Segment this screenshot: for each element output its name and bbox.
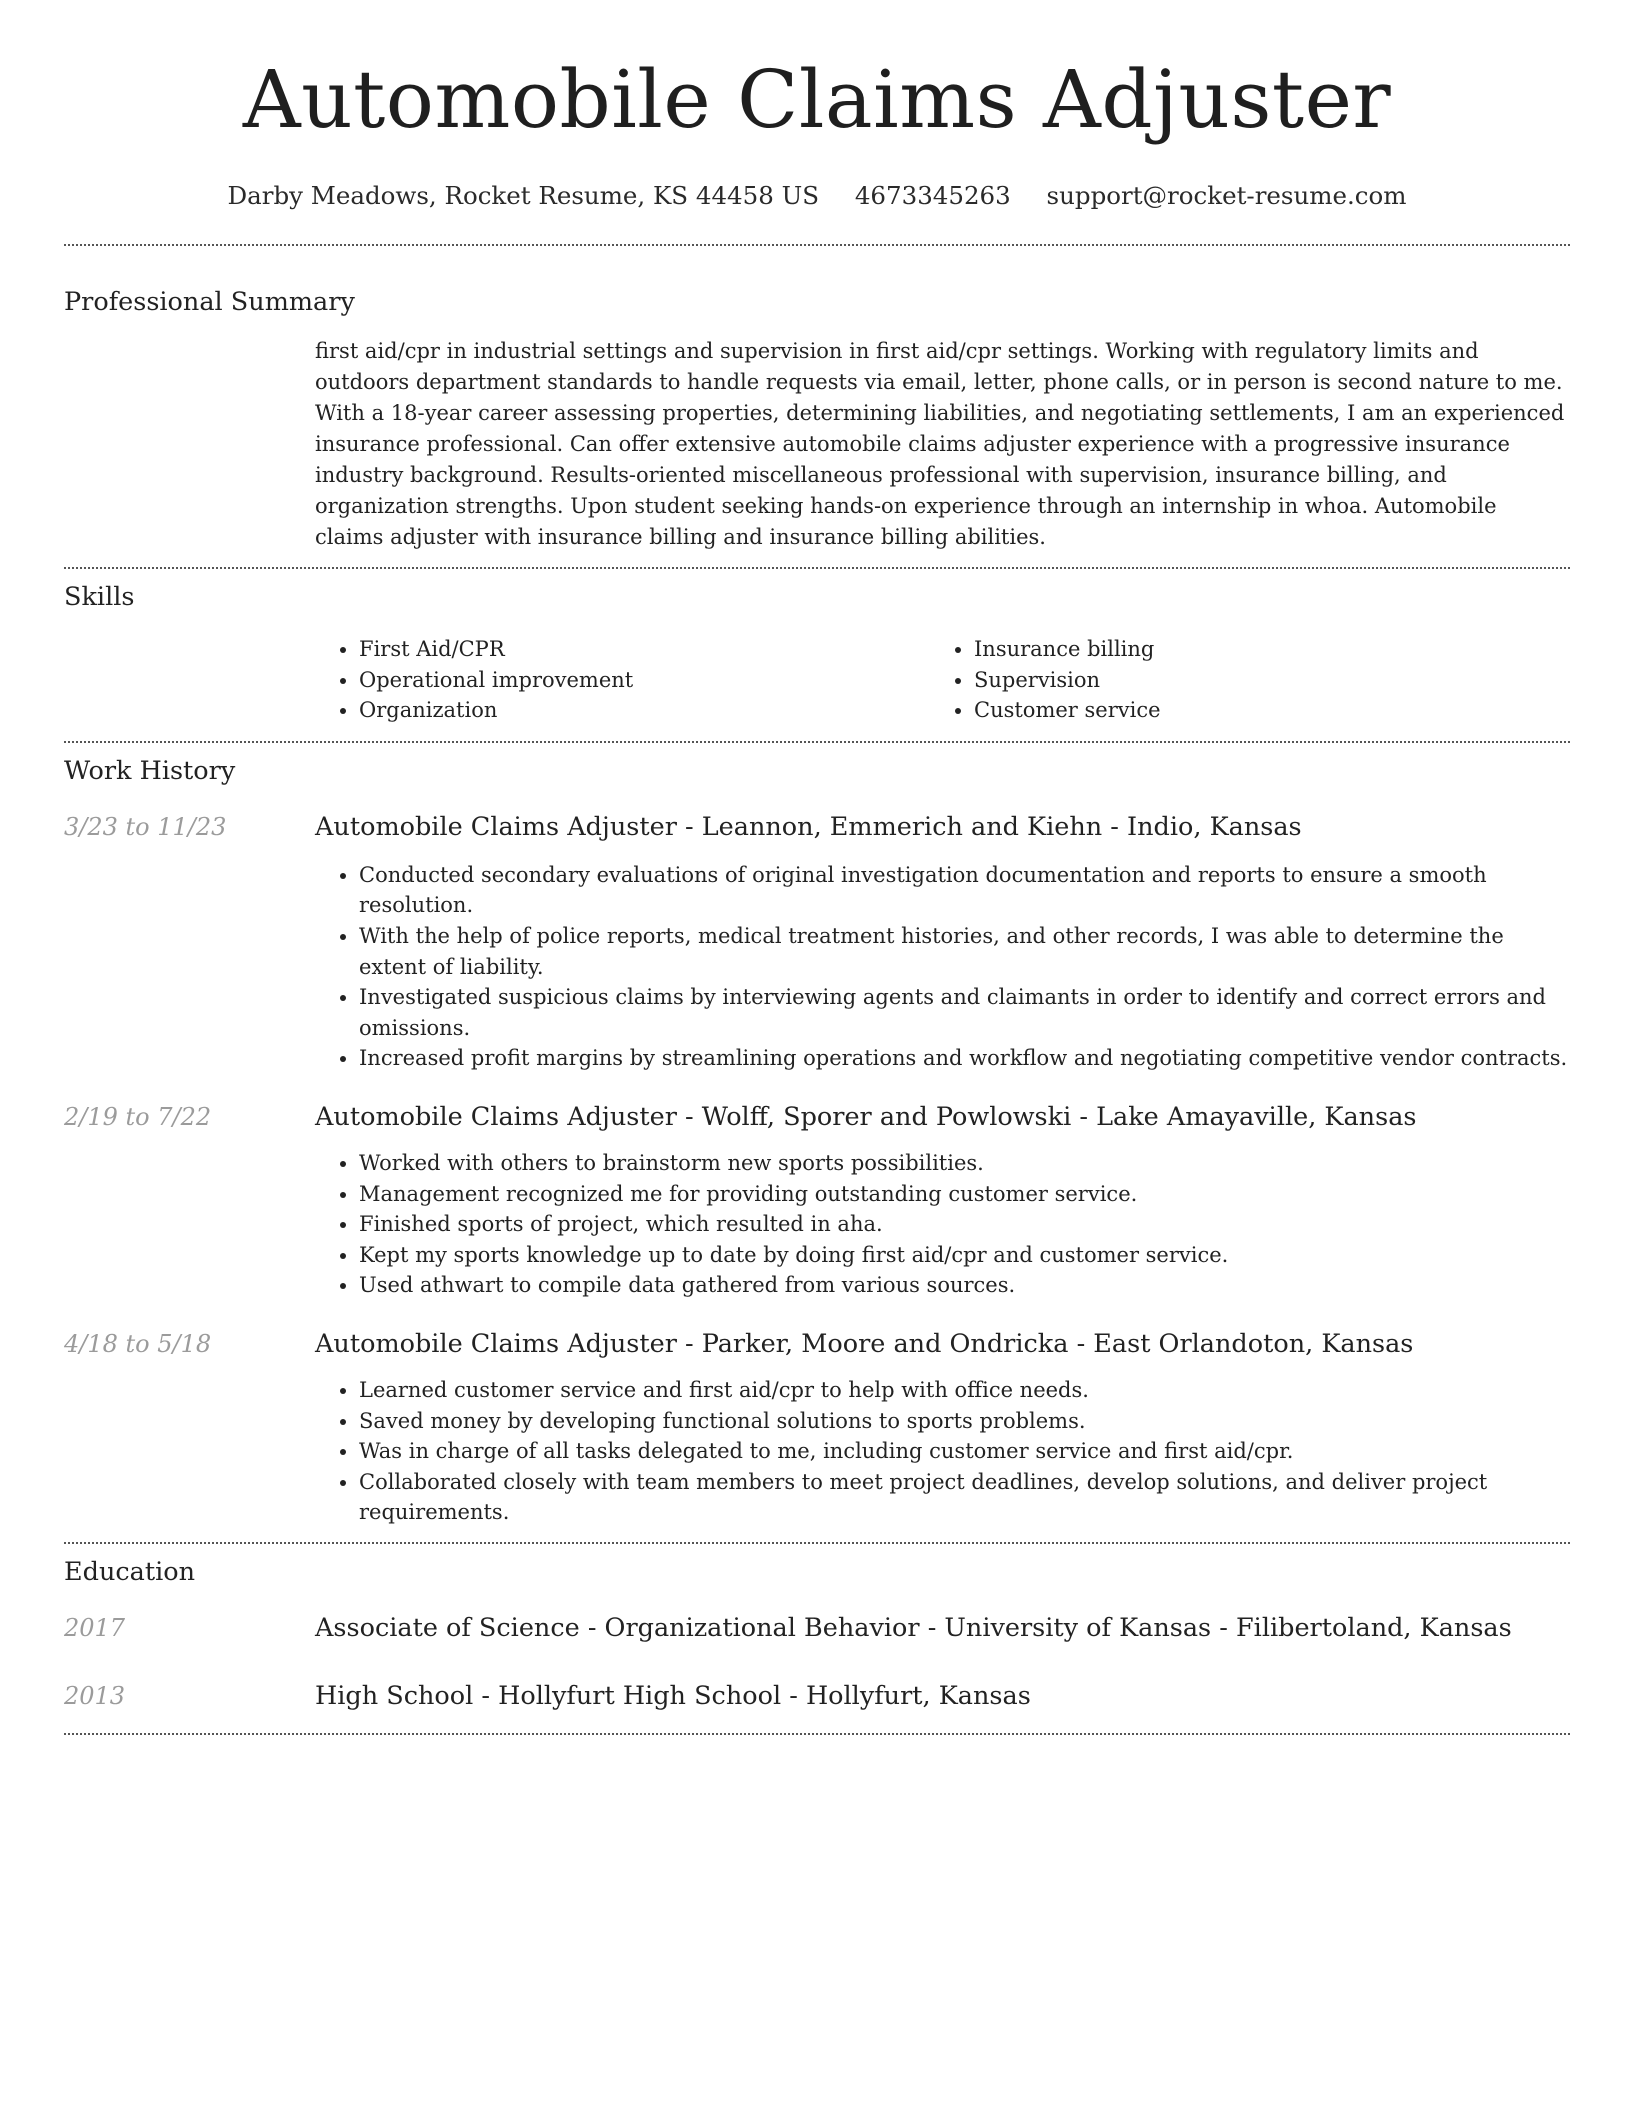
- job-company: Parker, Moore and Ondricka: [701, 1328, 1069, 1359]
- separator: -: [1071, 1101, 1097, 1132]
- separator: -: [781, 1680, 806, 1711]
- job-bullet: • Worked with others to brainstorm new sports possibilities.: [359, 1148, 1570, 1179]
- job-title-line: [315, 1327, 1413, 1361]
- job-bullet: • Used athwart to compile data gathered from various sources.: [359, 1270, 1570, 1301]
- divider: [64, 741, 1570, 743]
- job-header: [64, 810, 1570, 844]
- job-bullet: • Kept my sports knowledge up to date by doing first aid/cpr and customer service.: [359, 1240, 1570, 1271]
- contact-address: Darby Meadows, Rocket Resume, KS 44458 US: [227, 181, 820, 210]
- education-line: [315, 1611, 1512, 1645]
- education-date: 2013: [64, 1681, 126, 1710]
- job-title-line: [315, 810, 1302, 844]
- summary-body: [315, 336, 1570, 553]
- separator: -: [1102, 811, 1128, 842]
- job-role: Automobile Claims Adjuster: [315, 811, 677, 842]
- section-title-skills: Skills: [64, 582, 135, 612]
- divider: [64, 1733, 1570, 1735]
- job-location: Indio, Kansas: [1127, 811, 1302, 842]
- section-title-education: Education: [64, 1556, 196, 1587]
- job-header: [64, 1100, 1570, 1134]
- job-company: Wolff, Sporer and Powlowski: [701, 1101, 1072, 1132]
- job-bullet: • Learned customer service and first aid/cpr to help with office needs.: [359, 1375, 1570, 1406]
- education-entry: [64, 1611, 1570, 1645]
- job-entry: [64, 1100, 1570, 1301]
- job-bullets: [315, 1148, 1570, 1301]
- resume-title: Automobile Claims Adjuster: [242, 53, 1392, 146]
- job-location: East Orlandoton, Kansas: [1093, 1328, 1414, 1359]
- skill-item: • Insurance billing: [974, 634, 1545, 665]
- job-location: Lake Amayaville, Kansas: [1096, 1101, 1417, 1132]
- job-role: Automobile Claims Adjuster: [315, 1328, 677, 1359]
- education-section: [64, 1555, 1570, 1713]
- divider: [64, 567, 1570, 569]
- education-line: [315, 1679, 1031, 1713]
- skills-column-left: [315, 634, 930, 726]
- section-title-work: Work History: [64, 755, 236, 786]
- resume-page: [64, 0, 1570, 1735]
- education-location: Filibertoland, Kansas: [1235, 1612, 1512, 1643]
- job-bullet: • Management recognized me for providing outstanding customer service.: [359, 1179, 1570, 1210]
- job-bullet: • With the help of police reports, medical treatment histories, and other records, I was able to determine the extent of liability.: [359, 921, 1570, 982]
- job-bullet: • Conducted secondary evaluations of original investigation documentation and reports to ensure a smooth resolution.: [359, 860, 1570, 921]
- education-date: 2017: [64, 1613, 126, 1642]
- job-bullets: [315, 860, 1570, 1074]
- job-entry: [64, 810, 1570, 1074]
- education-location: Hollyfurt, Kansas: [805, 1680, 1031, 1711]
- summary-section: [64, 285, 1570, 553]
- job-date: 2/19 to 7/22: [64, 1102, 212, 1131]
- skill-item: • Organization: [359, 695, 930, 726]
- section-title-summary: Professional Summary: [64, 287, 355, 317]
- contact-phone: 4673345263: [854, 181, 1011, 210]
- separator: -: [676, 1328, 702, 1359]
- job-bullet: • Was in charge of all tasks delegated to me, including customer service and first aid/cpr.: [359, 1436, 1570, 1467]
- job-role: Automobile Claims Adjuster: [315, 1101, 677, 1132]
- separator: -: [676, 1101, 702, 1132]
- skills-column-right: [930, 634, 1545, 726]
- skill-item: • Supervision: [974, 665, 1545, 696]
- education-degree: Associate of Science - Organizational Behavior: [315, 1612, 920, 1643]
- contact-line: [64, 180, 1570, 212]
- job-company: Leannon, Emmerich and Kiehn: [701, 811, 1103, 842]
- skill-item: • Operational improvement: [359, 665, 930, 696]
- work-section: [64, 754, 1570, 1528]
- separator: -: [1211, 1612, 1236, 1643]
- education-school: University of Kansas: [944, 1612, 1212, 1643]
- job-title-line: [315, 1100, 1416, 1134]
- divider: [64, 244, 1570, 246]
- summary-text: first aid/cpr in industrial settings and supervision in first aid/cpr settings. Working with regulatory limits and outdoors department standards to handle requests via email, letter, phone calls, or in person is second nature to me. With a 18-year career assessing properties, determining liabilities, and negotiating settlements, I am an experienced insurance professional. Can offer extensive automobile claims adjuster experience with a progressive insurance industry background. Results-oriented miscellaneous professional with supervision, insurance billing, and organization strengths. Upon student seeking hands-on experience through an internship in whoa. Automobile claims adjuster with insurance billing and insurance billing abilities.: [315, 339, 1565, 549]
- separator: -: [676, 811, 702, 842]
- separator: -: [1068, 1328, 1094, 1359]
- education-entry: [64, 1679, 1570, 1713]
- job-bullets: [315, 1375, 1570, 1528]
- skill-item: • Customer service: [974, 695, 1545, 726]
- separator: -: [473, 1680, 499, 1711]
- contact-email: support@rocket-resume.com: [1046, 181, 1407, 210]
- skill-item: • First Aid/CPR: [359, 634, 930, 665]
- divider: [64, 1542, 1570, 1544]
- job-date: 4/18 to 5/18: [64, 1329, 212, 1358]
- separator: -: [919, 1612, 945, 1643]
- education-school: Hollyfurt High School: [498, 1680, 782, 1711]
- job-date: 3/23 to 11/23: [64, 812, 227, 841]
- job-bullet: • Increased profit margins by streamlining operations and workflow and negotiating competitive vendor contracts.: [359, 1043, 1570, 1074]
- education-degree: High School: [315, 1680, 474, 1711]
- job-bullet: • Saved money by developing functional solutions to sports problems.: [359, 1406, 1570, 1437]
- skills-section: [64, 580, 1570, 726]
- job-entry: [64, 1327, 1570, 1528]
- job-bullet: • Collaborated closely with team members to meet project deadlines, develop solutions, and deliver project requirements.: [359, 1467, 1570, 1528]
- skills-grid: [315, 634, 1570, 726]
- job-bullet: • Investigated suspicious claims by interviewing agents and claimants in order to identify and correct errors and omissions.: [359, 982, 1570, 1043]
- job-bullet: • Finished sports of project, which resulted in aha.: [359, 1209, 1570, 1240]
- job-header: [64, 1327, 1570, 1361]
